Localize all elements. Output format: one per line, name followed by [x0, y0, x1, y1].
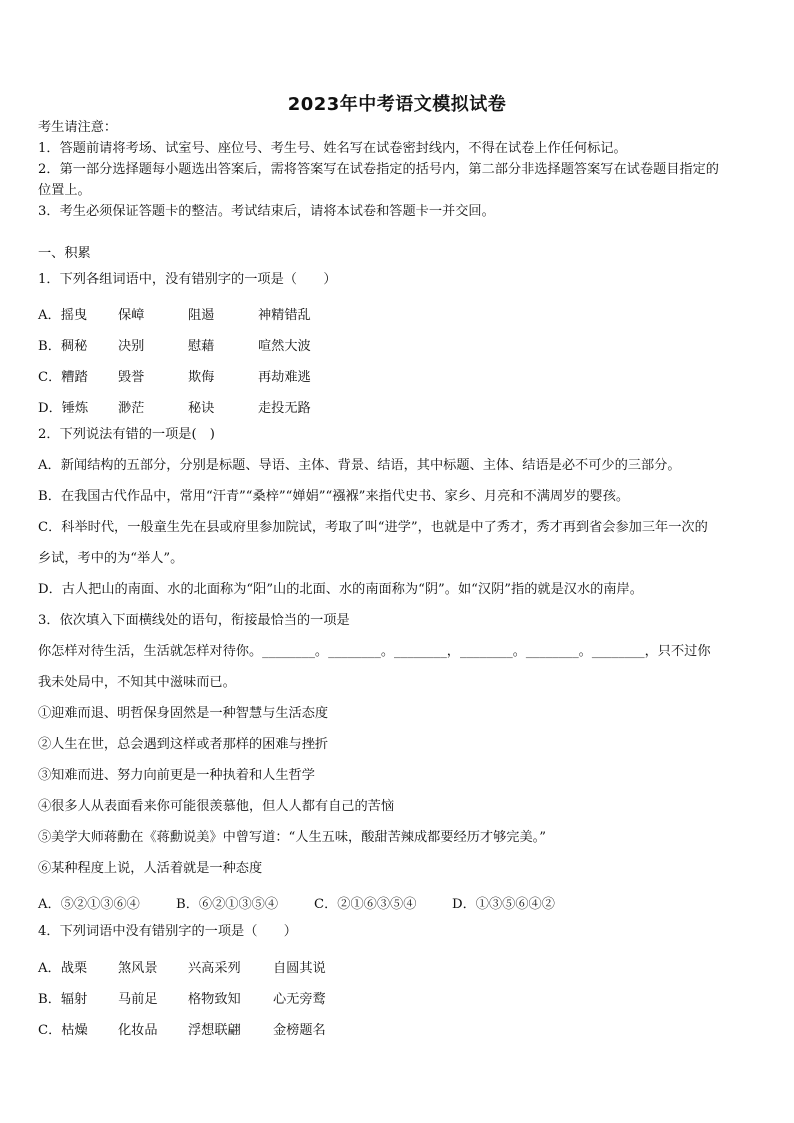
option-word: 阻遏 — [188, 308, 215, 323]
option-word: 喧然大波 — [258, 339, 311, 354]
option-word: 格物致知 — [188, 992, 241, 1007]
answer-option-d: D．①③⑤⑥④② — [452, 897, 555, 912]
question-3-passage: 我未处局中，不知其中滋味而已。 — [38, 675, 236, 690]
question-2-option-b: B．在我国古代作品中，常用“汗青”“桑梓”“婵娟”“襁褓”来指代史书、家乡、月亮和不满周岁的婴孩。 — [38, 489, 630, 504]
option-word: 浮想联翩 — [188, 1023, 241, 1038]
option-word: A．战栗 — [38, 961, 88, 976]
question-3-sentence: ③知难而进、努力向前更是一种执着和人生哲学 — [38, 768, 315, 783]
question-2-option-d: D．古人把山的南面、水的北面称为“阳”山的北面、水的南面称为“阴”。如“汉阴”指的就是汉水的南岸。 — [38, 582, 643, 597]
option-word: 毁誉 — [118, 370, 145, 385]
option-word: 自圆其说 — [273, 961, 326, 976]
option-word: 煞风景 — [118, 961, 158, 976]
question-3-sentence: ④很多人从表面看来你可能很羡慕他，但人人都有自己的苦恼 — [38, 799, 395, 814]
option-word: 保嶂 — [118, 308, 145, 323]
question-1-option-b — [38, 335, 368, 354]
option-word: B．辐射 — [38, 992, 88, 1007]
answer-option-b: B．⑥②①③⑤④ — [176, 897, 279, 912]
option-word: 欺侮 — [188, 370, 215, 385]
question-3-sentence: ①迎难而退、明哲保身固然是一种智慧与生活态度 — [38, 706, 329, 721]
option-word: 再劫难逃 — [258, 370, 311, 385]
question-3-sentence: ⑥某种程度上说，人活着就是一种态度 — [38, 861, 263, 876]
answer-option-c: C．②①⑥③⑤④ — [314, 897, 417, 912]
question-4-option-a — [38, 957, 383, 976]
notice-item: 位置上。 — [38, 183, 91, 198]
option-word: 金榜题名 — [273, 1023, 326, 1038]
option-word: A．摇曳 — [38, 308, 88, 323]
option-word: 神精错乱 — [258, 308, 311, 323]
question-3-answers — [38, 893, 590, 912]
option-word: C．糟踏 — [38, 370, 88, 385]
question-1-stem: 1．下列各组词语中，没有错别字的一项是（ ） — [38, 272, 337, 287]
option-word: 马前足 — [118, 992, 158, 1007]
question-4-option-b — [38, 988, 383, 1007]
option-word: 心无旁鹜 — [273, 992, 326, 1007]
question-2-option-c: C．科举时代，一般童生先在县或府里参加院试，考取了叫“进学”，也就是中了秀才，秀才再到省会参加三年一次的 — [38, 520, 708, 535]
question-3-stem: 3．依次填入下面横线处的语句，衔接最恰当的一项是 — [38, 613, 350, 628]
question-1-option-a — [38, 304, 368, 323]
question-3-sentence: ②人生在世，总会遇到这样或者那样的困难与挫折 — [38, 737, 329, 752]
question-1-option-d — [38, 397, 368, 416]
option-word: B．稠秘 — [38, 339, 88, 354]
option-word: 走投无路 — [258, 401, 311, 416]
question-2-stem: 2．下列说法有错的一项是( ) — [38, 427, 215, 442]
option-word: 慰藉 — [188, 339, 215, 354]
option-word: 决别 — [118, 339, 145, 354]
option-word: 秘诀 — [188, 401, 215, 416]
question-3-passage: 你怎样对待生活，生活就怎样对待你。________。________。________，________。________。________，只不过你 — [38, 644, 711, 659]
option-word: D．锤炼 — [38, 401, 89, 416]
option-word: 化妆品 — [118, 1023, 158, 1038]
question-3-sentence: ⑤美学大师蒋勳在《蒋勳说美》中曾写道：“人生五味，酸甜苦辣成都要经历才够完美。” — [38, 830, 547, 845]
option-word: 渺茫 — [118, 401, 145, 416]
answer-option-a: A．⑤②①③⑥④ — [38, 897, 140, 912]
section-heading: 一、积累 — [38, 246, 91, 261]
notice-item: 1．答题前请将考场、试室号、座位号、考生号、姓名写在试卷密封线内，不得在试卷上作任何标记。 — [38, 141, 627, 156]
option-word: C．枯燥 — [38, 1023, 88, 1038]
option-word: 兴高采列 — [188, 961, 241, 976]
notice-item: 2．第一部分选择题每小题选出答案后，需将答案写在试卷指定的括号内，第二部分非选择题答案写在试卷题目指定的 — [38, 162, 719, 177]
question-4-option-c — [38, 1019, 383, 1038]
exam-title: 2023年中考语文模拟试卷 — [287, 94, 507, 115]
notice-heading: 考生请注意： — [38, 120, 118, 135]
question-4-stem: 4．下列词语中没有错别字的一项是（ ） — [38, 924, 297, 939]
question-1-option-c — [38, 366, 368, 385]
question-2-option-a: A．新闻结构的五部分，分别是标题、导语、主体、背景、结语，其中标题、主体、结语是必不可少的三部分。 — [38, 458, 681, 473]
question-2-option-c-cont: 乡试，考中的为“举人”。 — [38, 551, 184, 566]
notice-item: 3．考生必须保证答题卡的整洁。考试结束后，请将本试卷和答题卡一并交回。 — [38, 204, 495, 219]
